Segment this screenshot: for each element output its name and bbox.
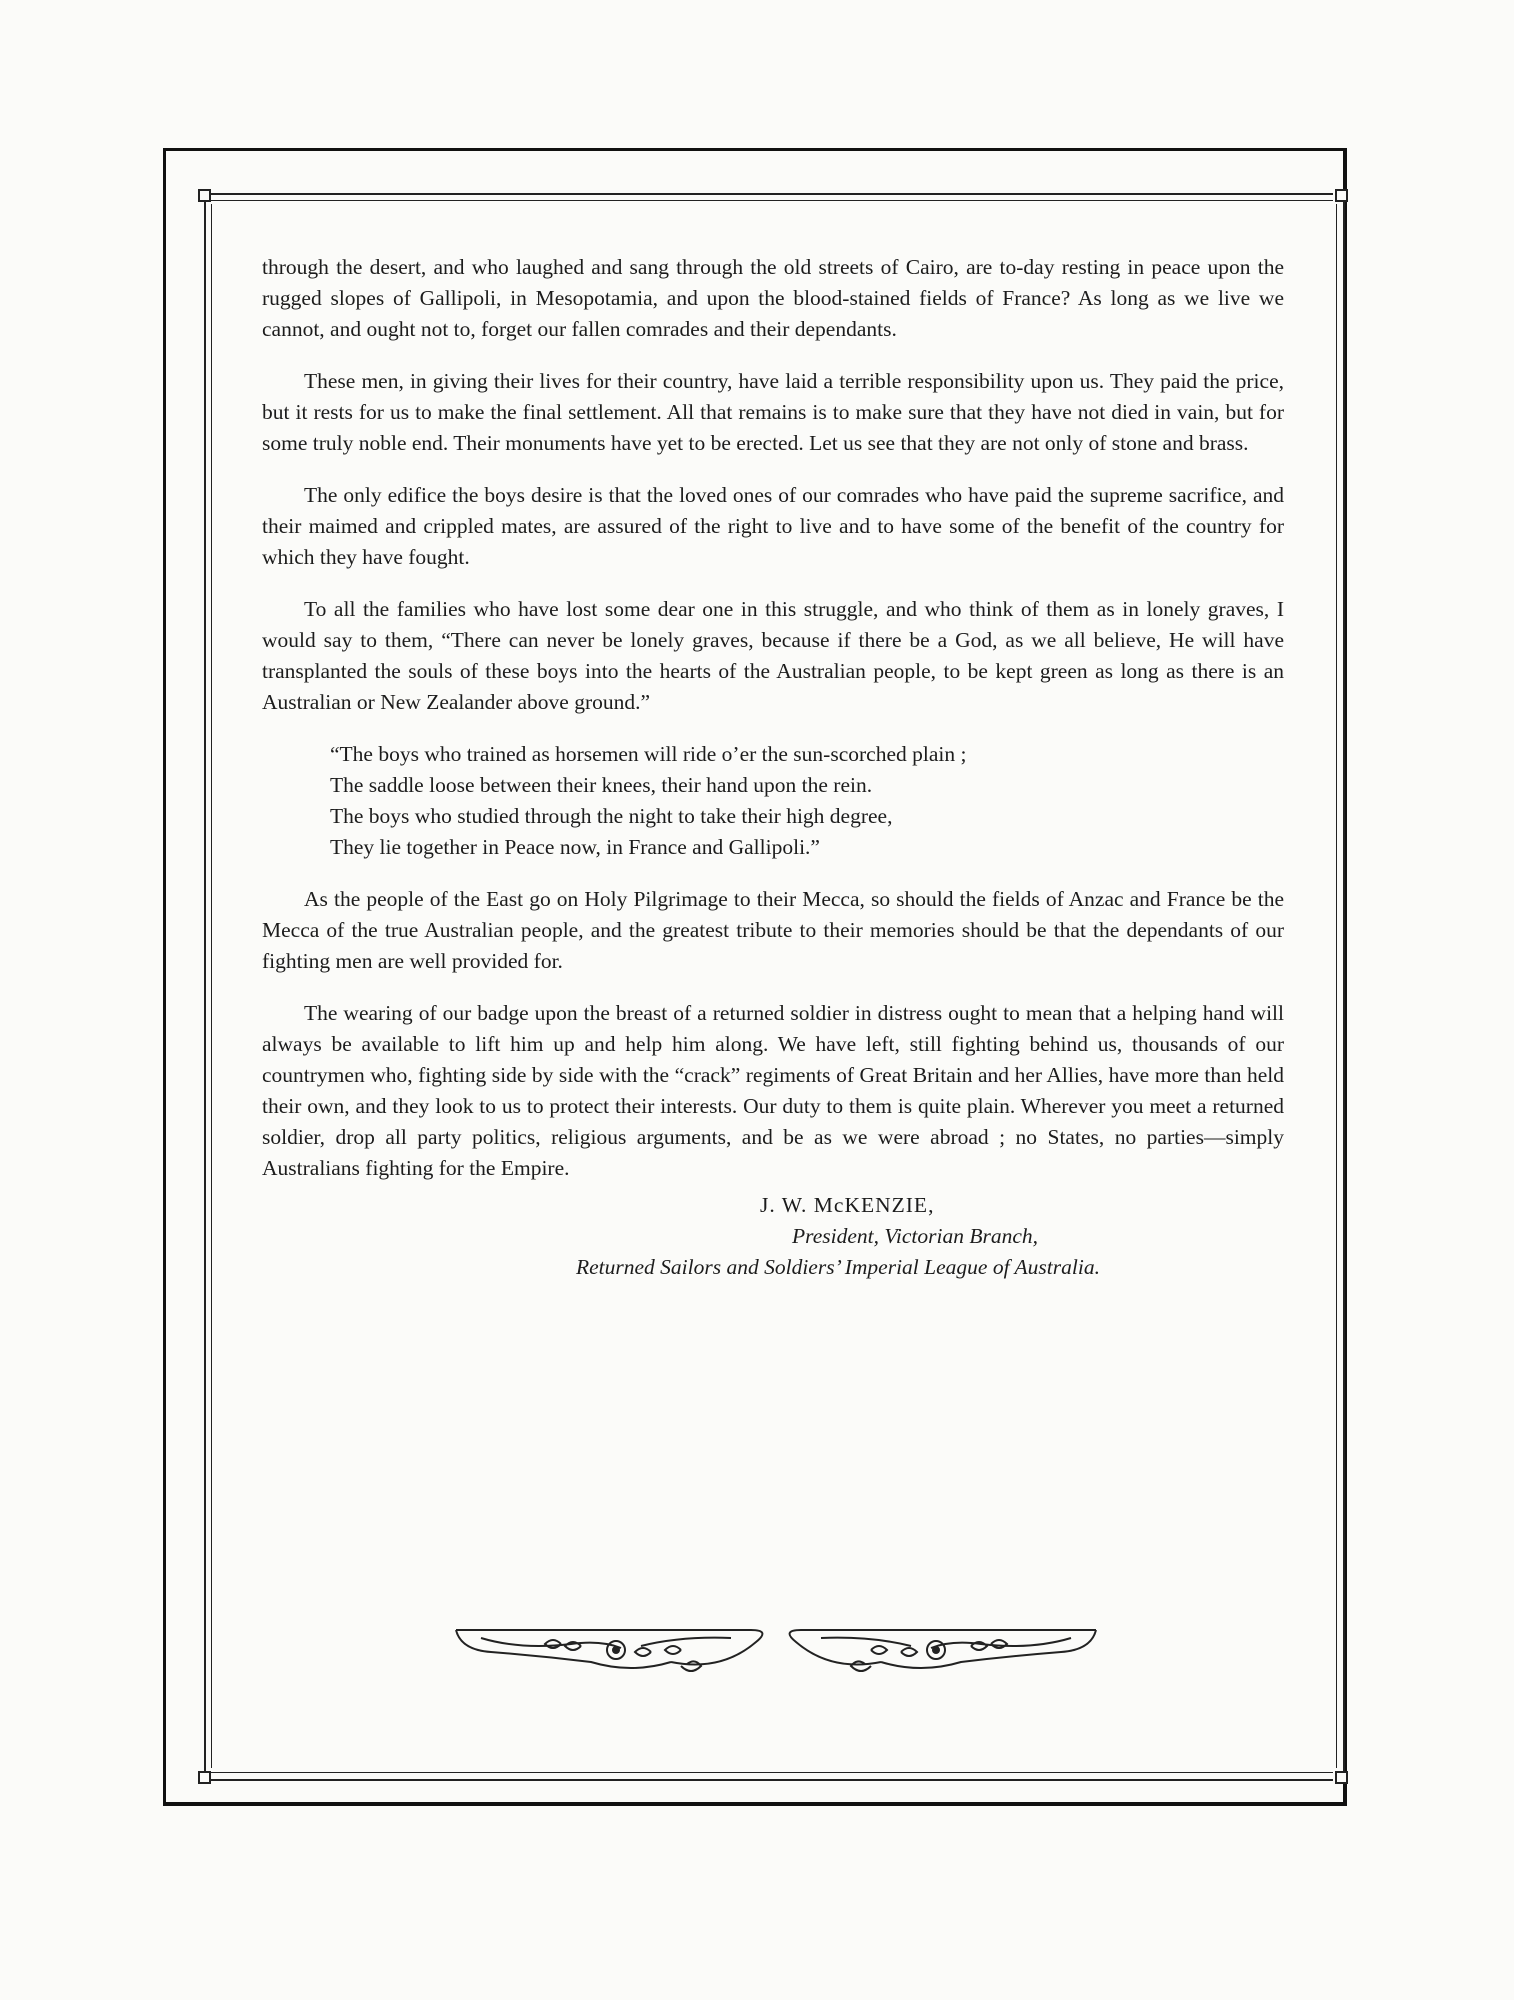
corner-square-bottom-left [198, 1771, 211, 1784]
signature-block [262, 1190, 1284, 1283]
inner-border-right-inner [1336, 204, 1337, 1768]
inner-border-top-inner [209, 200, 1333, 201]
paragraph-2: These men, in giving their lives for their country, have laid a terrible responsibility upon us. They paid the price, but it rests for us to make the final settlement. All that remains is to make sure that they have not died in vain, but for some truly noble end. Their monuments have yet to be erected. Let us see that they are not only of stone and brass. [262, 369, 1284, 455]
paragraph-5: As the people of the East go on Holy Pilgrimage to their Mecca, so should the fields of Anzac and France be the Mecca of the true Australian people, and the greatest tribute to their memories should be that the dependants of our fighting men are well provided for. [262, 887, 1284, 973]
inner-border-left [204, 198, 206, 1774]
corner-square-top-left [198, 189, 211, 202]
poem-line-4: They lie together in Peace now, in France and Gallipoli.” [330, 835, 820, 859]
signatory-organization: Returned Sailors and Soldiers’ Imperial League of Australia. [576, 1255, 1100, 1279]
paragraph-4: To all the families who have lost some dear one in this struggle, and who think of them as in lonely graves, I would say to them, “There can never be lonely graves, because if there be a God, as we all believe, He will have transplanted the souls of these boys into the hearts of the Australian people, to be kept green as long as there is an Australian or New Zealander above ground.” [262, 597, 1284, 714]
floral-ornament-icon [451, 1622, 1101, 1682]
paragraph-3: The only edifice the boys desire is that the loved ones of our comrades who have paid the supreme sacrifice, and their maimed and crippled mates, are assured of the right to live and to have some of the benefit of the country for which they have fought. [262, 483, 1284, 569]
poem-line-2: The saddle loose between their knees, their hand upon the rein. [330, 773, 873, 797]
inner-border-left-inner [211, 204, 212, 1768]
inner-border-bottom-inner [209, 1772, 1333, 1773]
inner-border-bottom [209, 1779, 1333, 1781]
paragraph-1: through the desert, and who laughed and sang through the old streets of Cairo, are to-day resting in peace upon the rugged slopes of Gallipoli, in Mesopotamia, and upon the blood-stained fields of France? As long as we live we cannot, and ought not to, forget our fallen comrades and their dependants. [262, 255, 1284, 341]
poem-line-3: The boys who studied through the night to take their high degree, [330, 804, 893, 828]
inner-border-top [209, 193, 1333, 195]
poem-line-1: “The boys who trained as horsemen will ride o’er the sun-scorched plain ; [330, 742, 967, 766]
letter-body [262, 252, 1284, 1283]
corner-square-top-right [1335, 189, 1348, 202]
inner-border-right [1343, 198, 1345, 1774]
signatory-name: J. W. McKENZIE, [760, 1193, 935, 1217]
signatory-title: President, Victorian Branch, [792, 1224, 1039, 1248]
poem-verse [330, 739, 1284, 863]
paragraph-6: The wearing of our badge upon the breast of a returned soldier in distress ought to mean that a helping hand will always be available to lift him up and help him along. We have left, still fighting behind us, thousands of our countrymen who, fighting side by side with the “crack” regiments of Great Britain and her Allies, have more than held their own, and they look to us to protect their interests. Our duty to them is quite plain. Wherever you meet a returned soldier, drop all party politics, religious arguments, and be as we were abroad ; no States, no parties—simply Australians fighting for the Empire. [262, 1001, 1284, 1180]
corner-square-bottom-right [1335, 1771, 1348, 1784]
